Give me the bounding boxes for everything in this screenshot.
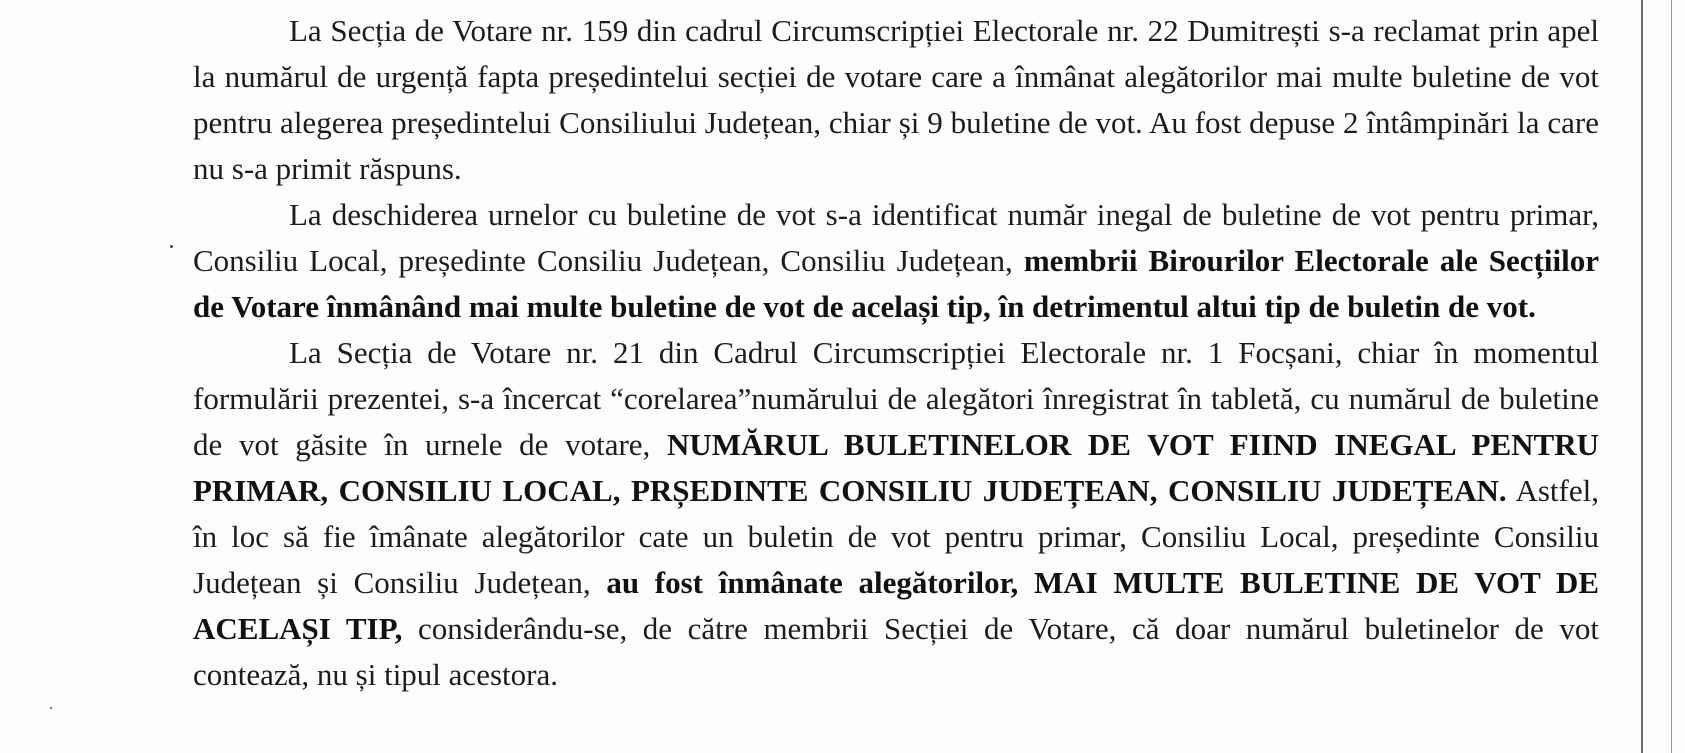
paragraph-3 [193,330,1599,698]
scan-speck [50,707,52,709]
scan-speck [170,245,173,248]
paragraph-3-text-2: Astfel, în loc să fie îmânate alegătorilor cate un buletin de vot pentru primar, Consiliu Local, președinte Consiliu Județean și Consiliu Județean, [193,473,1599,600]
paragraph-1 [193,8,1599,192]
cropped-previous-line [193,0,893,4]
paragraph-2 [193,192,1599,330]
scan-edge-line-outer [1671,0,1672,753]
paragraph-3-text-3: considerându-se, de către membrii Secției de Votare, că doar numărul buletinelor de vot contează, nu și tipul acestora. [193,611,1599,692]
scan-edge-line [1641,0,1643,753]
document-body [193,8,1599,698]
paragraph-2-bold-text: membrii Birourilor Electorale ale Secțiilor de Votare înmânând mai multe buletine de vot de același tip, în detrimentul altui tip de buletin de vot. [193,243,1599,324]
paragraph-1-text: La Secția de Votare nr. 159 din cadrul Circumscripției Electorale nr. 22 Dumitrești s-a reclamat prin apel la numărul de urgență fapta președintelui secției de votare care a înmânat alegătorilor mai multe buletine de vot pentru alegerea președintelui Consiliului Județean, chiar și 9 buletine de vot. Au fost depuse 2 întâmpinări la care nu s-a primit răspuns. [193,13,1599,186]
paragraph-3-bold-text-1: NUMĂRUL BULETINELOR DE VOT FIIND INEGAL PENTRU PRIMAR, CONSILIU LOCAL, PRȘEDINTE CONSILIU JUDEȚEAN, CONSILIU JUDEȚEAN. [193,427,1599,508]
paragraph-3-text-1: La Secția de Votare nr. 21 din Cadrul Circumscripției Electorale nr. 1 Focșani, chiar în momentul formulării prezentei, s-a încercat “corelarea”numărului de alegători înregistrat în tabletă, cu numărul de buletine de vot găsite în urnele de votare, [193,335,1599,462]
paragraph-2-text: La deschiderea urnelor cu buletine de vot s-a identificat număr inegal de buletine de vot pentru primar, Consiliu Local, președinte Consiliu Județean, Consiliu Județean, [193,197,1599,278]
paragraph-3-bold-text-2: au fost înmânate alegătorilor, MAI MULTE BULETINE DE VOT DE ACELAȘI TIP, [193,565,1599,646]
